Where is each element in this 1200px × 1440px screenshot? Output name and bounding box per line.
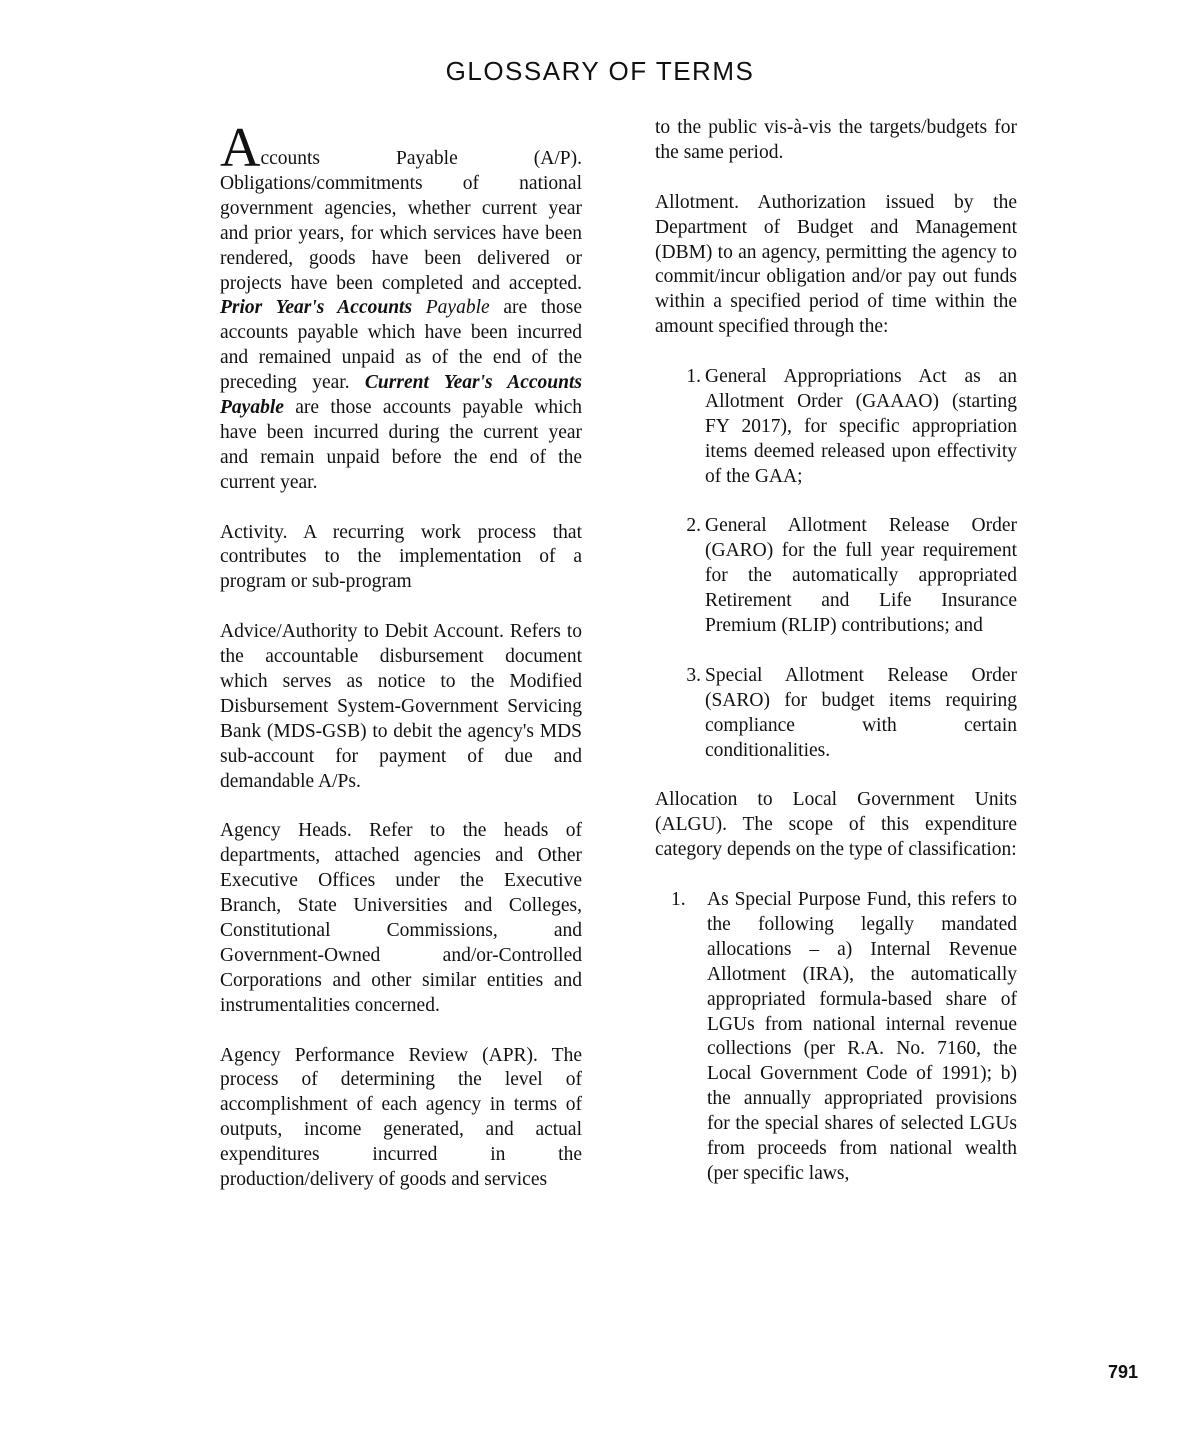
left-column — [220, 117, 582, 1218]
list-number: 3. — [686, 664, 701, 686]
glossary-entry-apr-continued: to the public vis-à-vis the targets/budgets for the same period. — [655, 117, 1017, 163]
term-prior-year-ap-italic: Payable — [425, 297, 490, 319]
term-current-year-ap: Current Year's Accounts Payable — [220, 372, 582, 419]
term-prior-year-ap: Prior Year's Accounts — [220, 297, 413, 319]
list-text: As Special Purpose Fund, this refers to the following legally mandated allocations – a) Internal Revenue Allotment (IRA), the automatically appropriated formula-based share of LGUs from national internal revenue collections (per R.A. No. 7160, the Local Government Code of 1991); b) the annually appropriated provisions for the special shares of selected LGUs from proceeds from national wealth (per specific laws, — [707, 889, 1017, 1184]
page-number: 791 — [1107, 1362, 1138, 1382]
list-number: 2. — [686, 515, 701, 537]
text-run: are those accounts payable which have been incurred during the current year and remain unpaid before the end of the current year. — [220, 397, 582, 493]
list-text: Special Allotment Release Order (SARO) for budget items requiring compliance with certain conditionalities. — [705, 664, 1017, 761]
glossary-entry-agency-heads: Agency Heads. Refer to the heads of departments, attached agencies and Other Executive Offices under the Executive Branch, State Universities and Colleges, Constitutional Commissions, and Government-Owned and/or-Controlled Corporations and other similar entities and instrumentalities concerned. — [220, 820, 582, 1016]
heading-word: (A/P). — [533, 148, 582, 169]
entry-heading — [220, 117, 582, 179]
drop-cap: A — [220, 117, 261, 179]
list-number: 1. — [686, 366, 701, 388]
glossary-entry-apr: Agency Performance Review (APR). The process of determining the level of accomplishment of each agency in terms of outputs, income generated, and actual expenditures incurred in the production/delivery of goods and services — [220, 1044, 582, 1191]
heading-word: ccounts — [260, 148, 321, 169]
list-item — [655, 664, 1017, 764]
glossary-entry-activity: Activity. A recurring work process that contributes to the implementation of a program or sub-program — [220, 521, 582, 593]
glossary-entry-algu: Allocation to Local Government Units (ALGU). The scope of this expenditure category depends on the type of classification: — [655, 789, 1017, 861]
list-text: General Appropriations Act as an Allotment Order (GAAAO) (starting FY 2017), for specific appropriation items deemed released upon effectivity of the GAA; — [705, 366, 1017, 487]
glossary-entry-advice-authority: Advice/Authority to Debit Account. Refers to the accountable disbursement document which serves as notice to the Modified Disbursement System-Government Servicing Bank (MDS-GSB) to debit the agency's MDS sub-account for payment of due and demandable A/Ps. — [220, 621, 582, 792]
text-run: are those accounts payable which have been incurred and remained unpaid as of the end of the preceding year. — [220, 297, 582, 394]
list-item — [655, 514, 1017, 639]
allotment-list — [655, 365, 1017, 763]
heading-word: Payable — [396, 148, 458, 169]
page-title: GLOSSARY OF TERMS — [445, 56, 755, 86]
text-run: Obligations/commitments of national government agencies, whether current year and prior years, for which services have been rendered, goods have been delivered or projects have been completed and accepted. — [220, 172, 582, 294]
list-number: 1. — [671, 889, 686, 910]
entry-text — [220, 172, 582, 496]
list-item — [655, 365, 1017, 490]
glossary-entry-accounts-payable — [220, 117, 582, 496]
list-item — [655, 888, 1017, 1187]
glossary-entry-allotment: Allotment. Authorization issued by the Department of Budget and Management (DBM) to an agency, permitting the agency to commit/incur obligation and/or pay out funds within a specified period of time within the amount specified through the: — [655, 191, 1017, 338]
right-column — [655, 116, 1017, 1212]
list-text: General Allotment Release Order (GARO) for the full year requirement for the automatically appropriated Retirement and Life Insurance Premium (RLIP) contributions; and — [705, 515, 1017, 637]
algu-list — [655, 888, 1017, 1187]
